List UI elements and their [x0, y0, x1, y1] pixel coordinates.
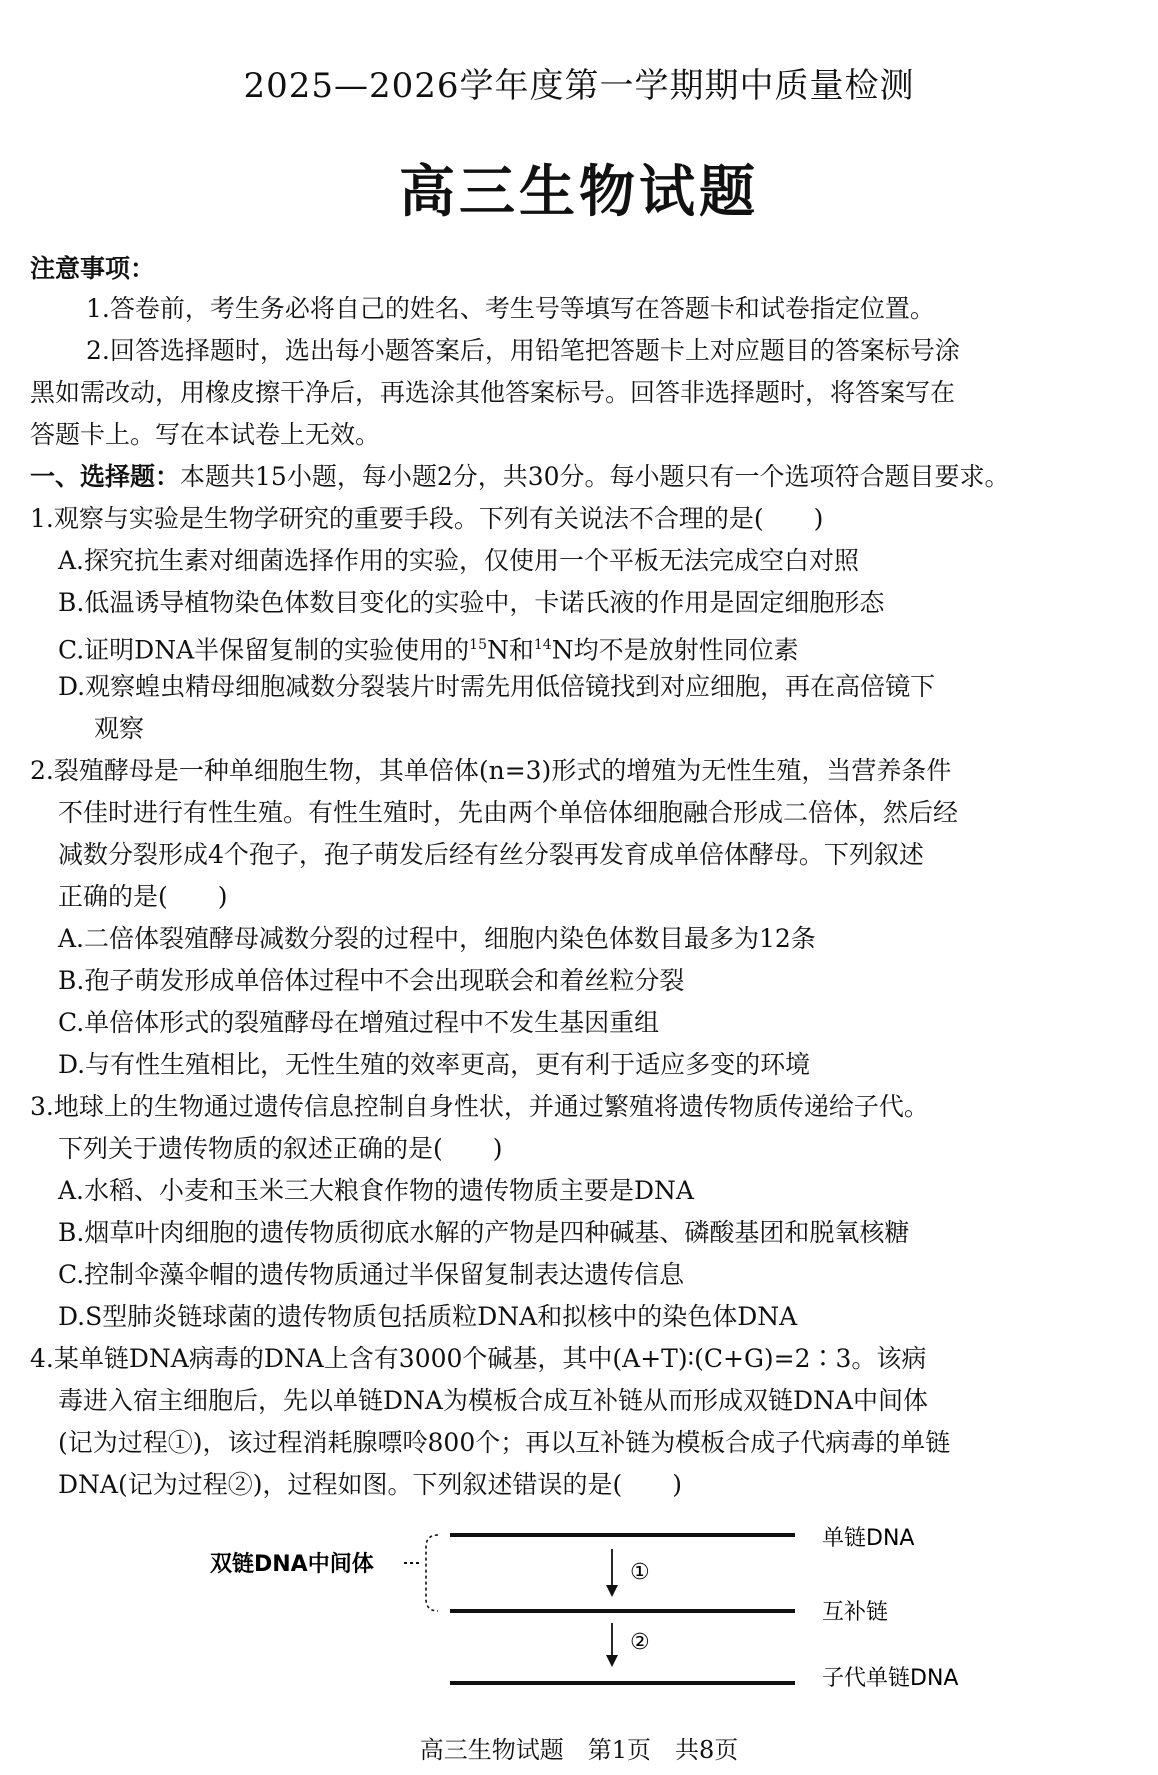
q4-stem-3: (记为过程①)，该过程消耗腺嘌呤800个；再以互补链为模板合成子代病毒的单链 [58, 1428, 951, 1457]
q1-c-mid: N和 [487, 635, 534, 665]
arrow-step-1-head [606, 1585, 618, 1597]
section-heading [30, 460, 1130, 494]
notice-item-2: 2.回答选择题时，选出每小题答案后，用铅笔把答题卡上对应题目的答案标号涂 [86, 336, 960, 365]
dna-replication-diagram [200, 1515, 1000, 1695]
q2-option-c: C.单倍体形式的裂殖酵母在增殖过程中不发生基因重组 [58, 1008, 660, 1037]
step-2-label: ② [630, 1630, 650, 1655]
step-1-label: ① [630, 1560, 650, 1585]
subject-title: 高三生物试题 [399, 159, 759, 225]
q1-c-post: N均不是放射性同位素 [551, 635, 799, 665]
q1-option-c [58, 628, 1158, 667]
section-desc: 本题共15小题，每小题2分，共30分。每小题只有一个选项符合题目要求。 [180, 462, 1010, 491]
q1-option-b: B.低温诱导植物染色体数目变化的实验中，卡诺氏液的作用是固定细胞形态 [58, 588, 885, 617]
notice-item-2-cont: 黑如需改动，用橡皮擦干净后，再选涂其他答案标号。回答非选择题时，将答案写在 [30, 378, 956, 407]
notice-item-1: 1.答卷前，考生务必将自己的姓名、考生号等填写在答题卡和试卷指定位置。 [86, 294, 935, 323]
q3-stem-1: 3.地球上的生物通过遗传信息控制自身性状，并通过繁殖将遗传物质传递给子代。 [30, 1092, 929, 1121]
section-label: 一、选择题： [30, 462, 181, 491]
q3-option-b: B.烟草叶肉细胞的遗传物质彻底水解的产物是四种碱基、磷酸基团和脱氧核糖 [58, 1218, 910, 1247]
q1-option-d: D.观察蝗虫精母细胞减数分裂装片时需先用低倍镜找到对应细胞，再在高倍镜下 [58, 672, 936, 701]
notice-item-2-end: 答题卡上。写在本试卷上无效。 [30, 420, 381, 449]
q2-stem-1: 2.裂殖酵母是一种单细胞生物，其单倍体(n=3)形式的增殖为无性生殖，当营养条件 [30, 756, 952, 785]
q4-stem-1: 4.某单链DNA病毒的DNA上含有3000个碱基，其中(A+T)∶(C+G)=2∶3。该病 [30, 1344, 927, 1373]
diagram-bracket [426, 1535, 438, 1611]
diagram-left-label: 双链DNA中间体 [210, 1552, 374, 1577]
q3-option-a: A.水稻、小麦和玉米三大粮食作物的遗传物质主要是DNA [58, 1176, 694, 1205]
q1-stem: 1.观察与实验是生物学研究的重要手段。下列有关说法不合理的是( ) [30, 504, 824, 533]
q2-option-b: B.孢子萌发形成单倍体过程中不会出现联会和着丝粒分裂 [58, 966, 685, 995]
q3-option-c: C.控制伞藻伞帽的遗传物质通过半保留复制表达遗传信息 [58, 1260, 685, 1289]
q3-option-d: D.S型肺炎链球菌的遗传物质包括质粒DNA和拟核中的染色体DNA [58, 1302, 798, 1331]
q4-stem-4: DNA(记为过程②)，过程如图。下列叙述错误的是( ) [58, 1470, 682, 1499]
strand-3-label: 子代单链DNA [822, 1666, 959, 1691]
q2-option-d: D.与有性生殖相比，无性生殖的效率更高，更有利于适应多变的环境 [58, 1050, 811, 1079]
q1-c-sup1: 15 [469, 637, 487, 653]
q4-stem-2: 毒进入宿主细胞后，先以单链DNA为模板合成互补链从而形成双链DNA中间体 [58, 1386, 928, 1415]
strand-2-label: 互补链 [822, 1600, 889, 1625]
q1-option-a: A.探究抗生素对细菌选择作用的实验，仅使用一个平板无法完成空白对照 [58, 546, 860, 575]
q2-stem-4: 正确的是( ) [58, 882, 228, 911]
q2-option-a: A.二倍体裂殖酵母减数分裂的过程中，细胞内染色体数目最多为12条 [58, 924, 816, 953]
strand-1-label: 单链DNA [822, 1526, 915, 1551]
q1-c-pre: C.证明DNA半保留复制的实验使用的 [58, 635, 470, 665]
q3-stem-2: 下列关于遗传物质的叙述正确的是( ) [58, 1134, 503, 1163]
q2-stem-2: 不佳时进行有性生殖。有性生殖时，先由两个单倍体细胞融合形成二倍体，然后经 [58, 798, 959, 827]
q1-c-sup2: 14 [533, 637, 552, 653]
q2-stem-3: 减数分裂形成4个孢子，孢子萌发后经有丝分裂再发育成单倍体酵母。下列叙述 [58, 840, 924, 869]
arrow-step-2-head [606, 1655, 618, 1667]
page-footer: 高三生物试题 第1页 共8页 [419, 1736, 739, 1764]
q1-option-d-cont: 观察 [94, 714, 145, 743]
exam-title: 2025—2026学年度第一学期期中质量检测 [243, 66, 915, 106]
notice-heading: 注意事项： [30, 254, 156, 283]
